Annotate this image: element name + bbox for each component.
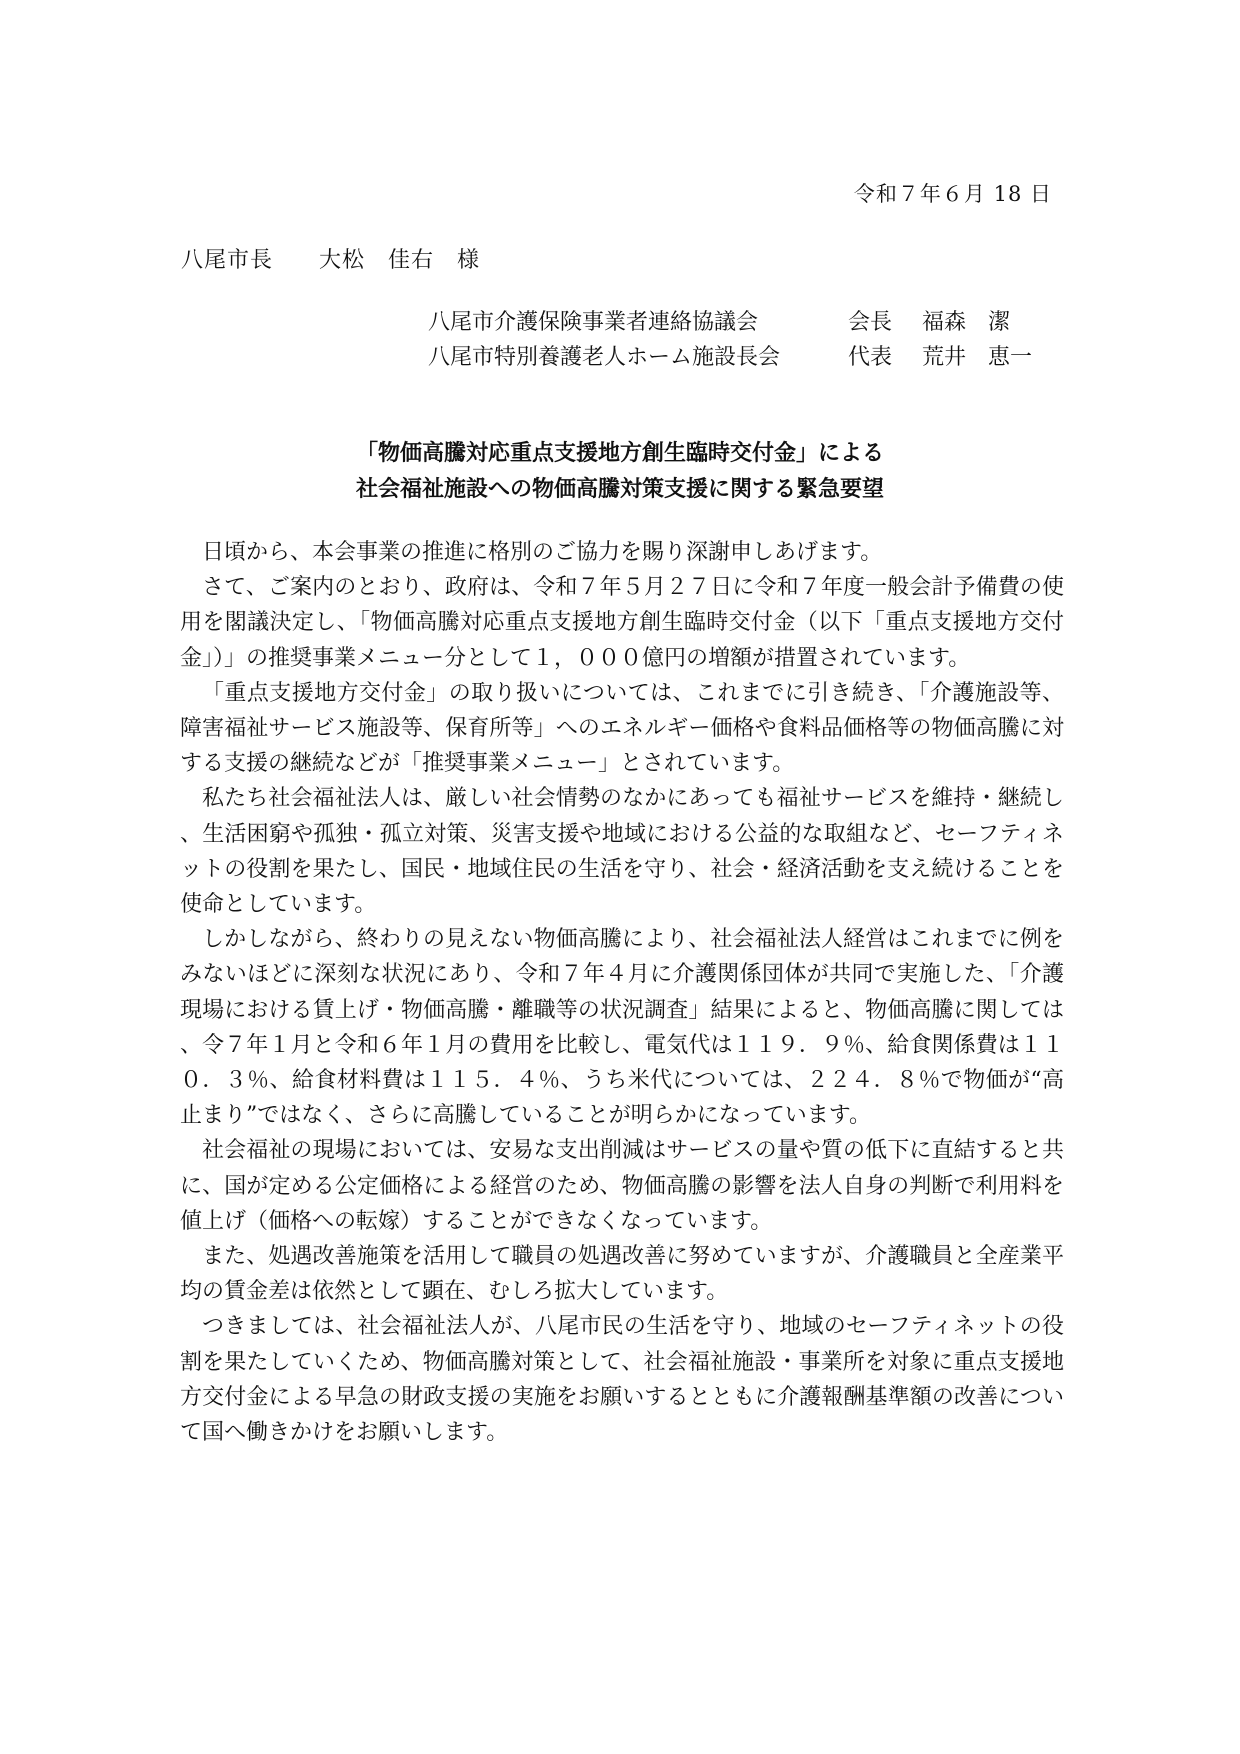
sender-name: 福森 潔 [922, 310, 1011, 335]
sender-role: 会長 [848, 310, 893, 335]
sender-block [428, 305, 1068, 375]
body-paragraph: 社会福祉の現場においては、安易な支出削減はサービスの量や質の低下に直結すると共に、国が定める公定価格による経営のため、物価高騰の影響を法人自身の判断で利用料を値上げ（価格への転嫁）することができなくなっています。 [180, 1138, 1064, 1234]
body-paragraph: また、処遇改善施策を活用して職員の処遇改善に努めていますが、介護職員と全産業平均の賃金差は依然として顕在、むしろ拡大しています。 [180, 1244, 1064, 1305]
body-paragraph: つきましては、社会福祉法人が、八尾市民の生活を守り、地域のセーフティネットの役割を果たしていくため、物価高騰対策として、社会福祉施設・事業所を対象に重点支援地方交付金による早急の財政支援の実施をお願いするとともに介護報酬基準額の改善について国へ働きかけをお願いします。 [180, 1314, 1064, 1446]
body-paragraph: しかしながら、終わりの見えない物価高騰により、社会福祉法人経営はこれまでに例をみないほどに深刻な状況にあり、令和７年４月に介護関係団体が共同で実施した、「介護現場における賃上げ・物価高騰・離職等の状況調査」結果によると、物価高騰に関しては、令７年１月と令和６年１月の費用を比較し、電気代は１１９．９％、給食関係費は１１０．３％、給食材料費は１１５．４％、うち米代については、２２４．８％で物価が“高止まり”ではなく、さらに高騰していることが明らかになっています。 [180, 927, 1064, 1129]
sender-line [428, 340, 1068, 375]
letter-body [180, 535, 1064, 1450]
body-paragraph: 「重点支援地方交付金」の取り扱いについては、これまでに引き続き、「介護施設等、障害福祉サービス施設等、保育所等」へのエネルギー価格や食料品価格等の物価高騰に対する支援の継続などが「推奨事業メニュー」とされています。 [180, 680, 1064, 777]
title-line: 社会福祉施設への物価高騰対策支援に関する緊急要望 [355, 477, 884, 502]
sender-role: 代表 [848, 345, 893, 370]
body-paragraph: さて、ご案内のとおり、政府は、令和７年５月２７日に令和７年度一般会計予備費の使用を閣議決定し、「物価高騰対応重点支援地方創生臨時交付金（以下「重点支援地方交付金」）」の推奨事業メニュー分として１，０００億円の増額が措置されています。 [180, 575, 1064, 671]
sender-name: 荒井 恵一 [922, 345, 1033, 370]
sender-organization: 八尾市介護保険事業者連絡協議会 [428, 310, 759, 335]
title-line: 「物価高騰対応重点支援地方創生臨時交付金」による [355, 441, 884, 466]
body-paragraph: 私たち社会福祉法人は、厳しい社会情勢のなかにあっても福祉サービスを維持・継続し、生活困窮や孤独・孤立対策、災害支援や地域における公益的な取組など、セーフティネットの役割を果たし、国民・地域住民の生活を守り、社会・経済活動を支え続けることを使命としています。 [180, 786, 1064, 918]
sender-organization: 八尾市特別養護老人ホーム施設長会 [428, 345, 781, 370]
document-title [180, 436, 1060, 508]
sender-line [428, 305, 1068, 340]
body-paragraph: 日頃から、本会事業の推進に格別のご協力を賜り深謝申しあげます。 [202, 540, 883, 565]
letter-date: 令和７年６月 18 日 [853, 182, 1052, 206]
addressee: 八尾市長 大松 佳右 様 [181, 248, 481, 273]
